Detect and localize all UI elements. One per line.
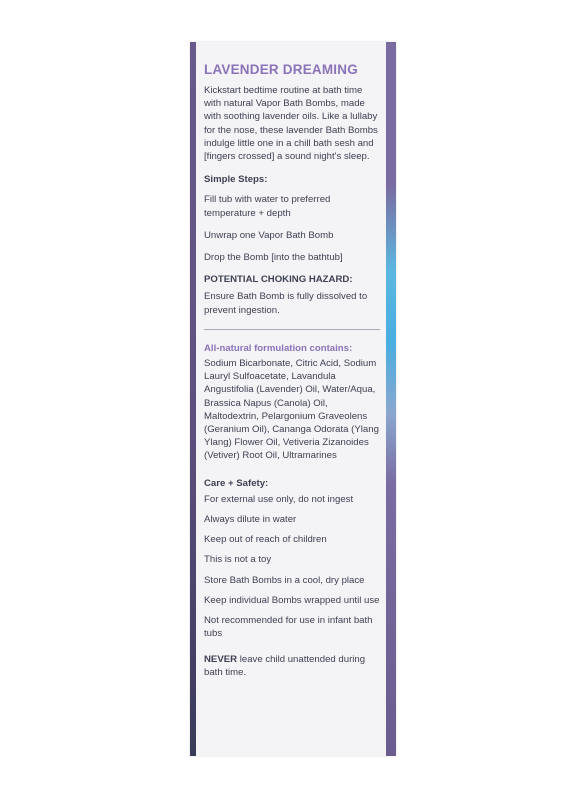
box-right-edge	[386, 42, 396, 756]
box-left-edge	[190, 42, 196, 756]
care-item: Keep out of reach of children	[204, 534, 327, 546]
step-item: Fill tub with water to preferred temperature + depth	[204, 194, 331, 219]
care-item: For external use only, do not ingest	[204, 493, 354, 505]
steps-heading: Simple Steps:	[204, 174, 268, 186]
never-warning	[204, 653, 380, 679]
never-bold: NEVER	[204, 653, 238, 665]
step-item: Drop the Bomb [into the bathtub]	[204, 252, 343, 264]
step-item: Unwrap one Vapor Bath Bomb	[204, 229, 334, 241]
ingredients-heading: All-natural formulation contains:	[204, 342, 353, 354]
care-heading: Care + Safety:	[204, 477, 269, 489]
panel-content	[204, 62, 380, 679]
product-box-side-panel	[190, 42, 396, 756]
care-item: Not recommended for use in infant bath tubs	[204, 615, 373, 640]
hazard-text: Ensure Bath Bomb is fully dissolved to prevent ingestion.	[204, 291, 368, 316]
care-item: Always dilute in water	[204, 514, 297, 526]
ingredients-list: Sodium Bicarbonate, Citric Acid, Sodium Lauryl Sulfoacetate, Lavandula Angustifolia (Lavender) Oil, Water/Aqua, Brassica Napus (Canola) Oil, Maltodextrin, Pelargonium Graveolens (Geranium Oil), Cananga Odorata (Ylang Ylang) Flower Oil, Vetiveria Zizanoides (Vetiver) Root Oil, Ultramarines	[204, 358, 379, 462]
care-item: Store Bath Bombs in a cool, dry place	[204, 574, 365, 586]
product-description: Kickstart bedtime routine at bath time with natural Vapor Bath Bombs, made with soothing lavender oils. Like a lullaby for the nose, these lavender Bath Bombs indulge little one in a chill bath sesh and [fingers crossed] a sound night's sleep.	[204, 85, 378, 163]
never-text: leave child unattended during bath time.	[204, 653, 366, 678]
section-divider	[204, 329, 380, 330]
care-item: This is not a toy	[204, 554, 272, 566]
product-title: LAVENDER DREAMING	[204, 62, 358, 77]
care-item: Keep individual Bombs wrapped until use	[204, 594, 380, 606]
hazard-heading: POTENTIAL CHOKING HAZARD:	[204, 274, 353, 286]
